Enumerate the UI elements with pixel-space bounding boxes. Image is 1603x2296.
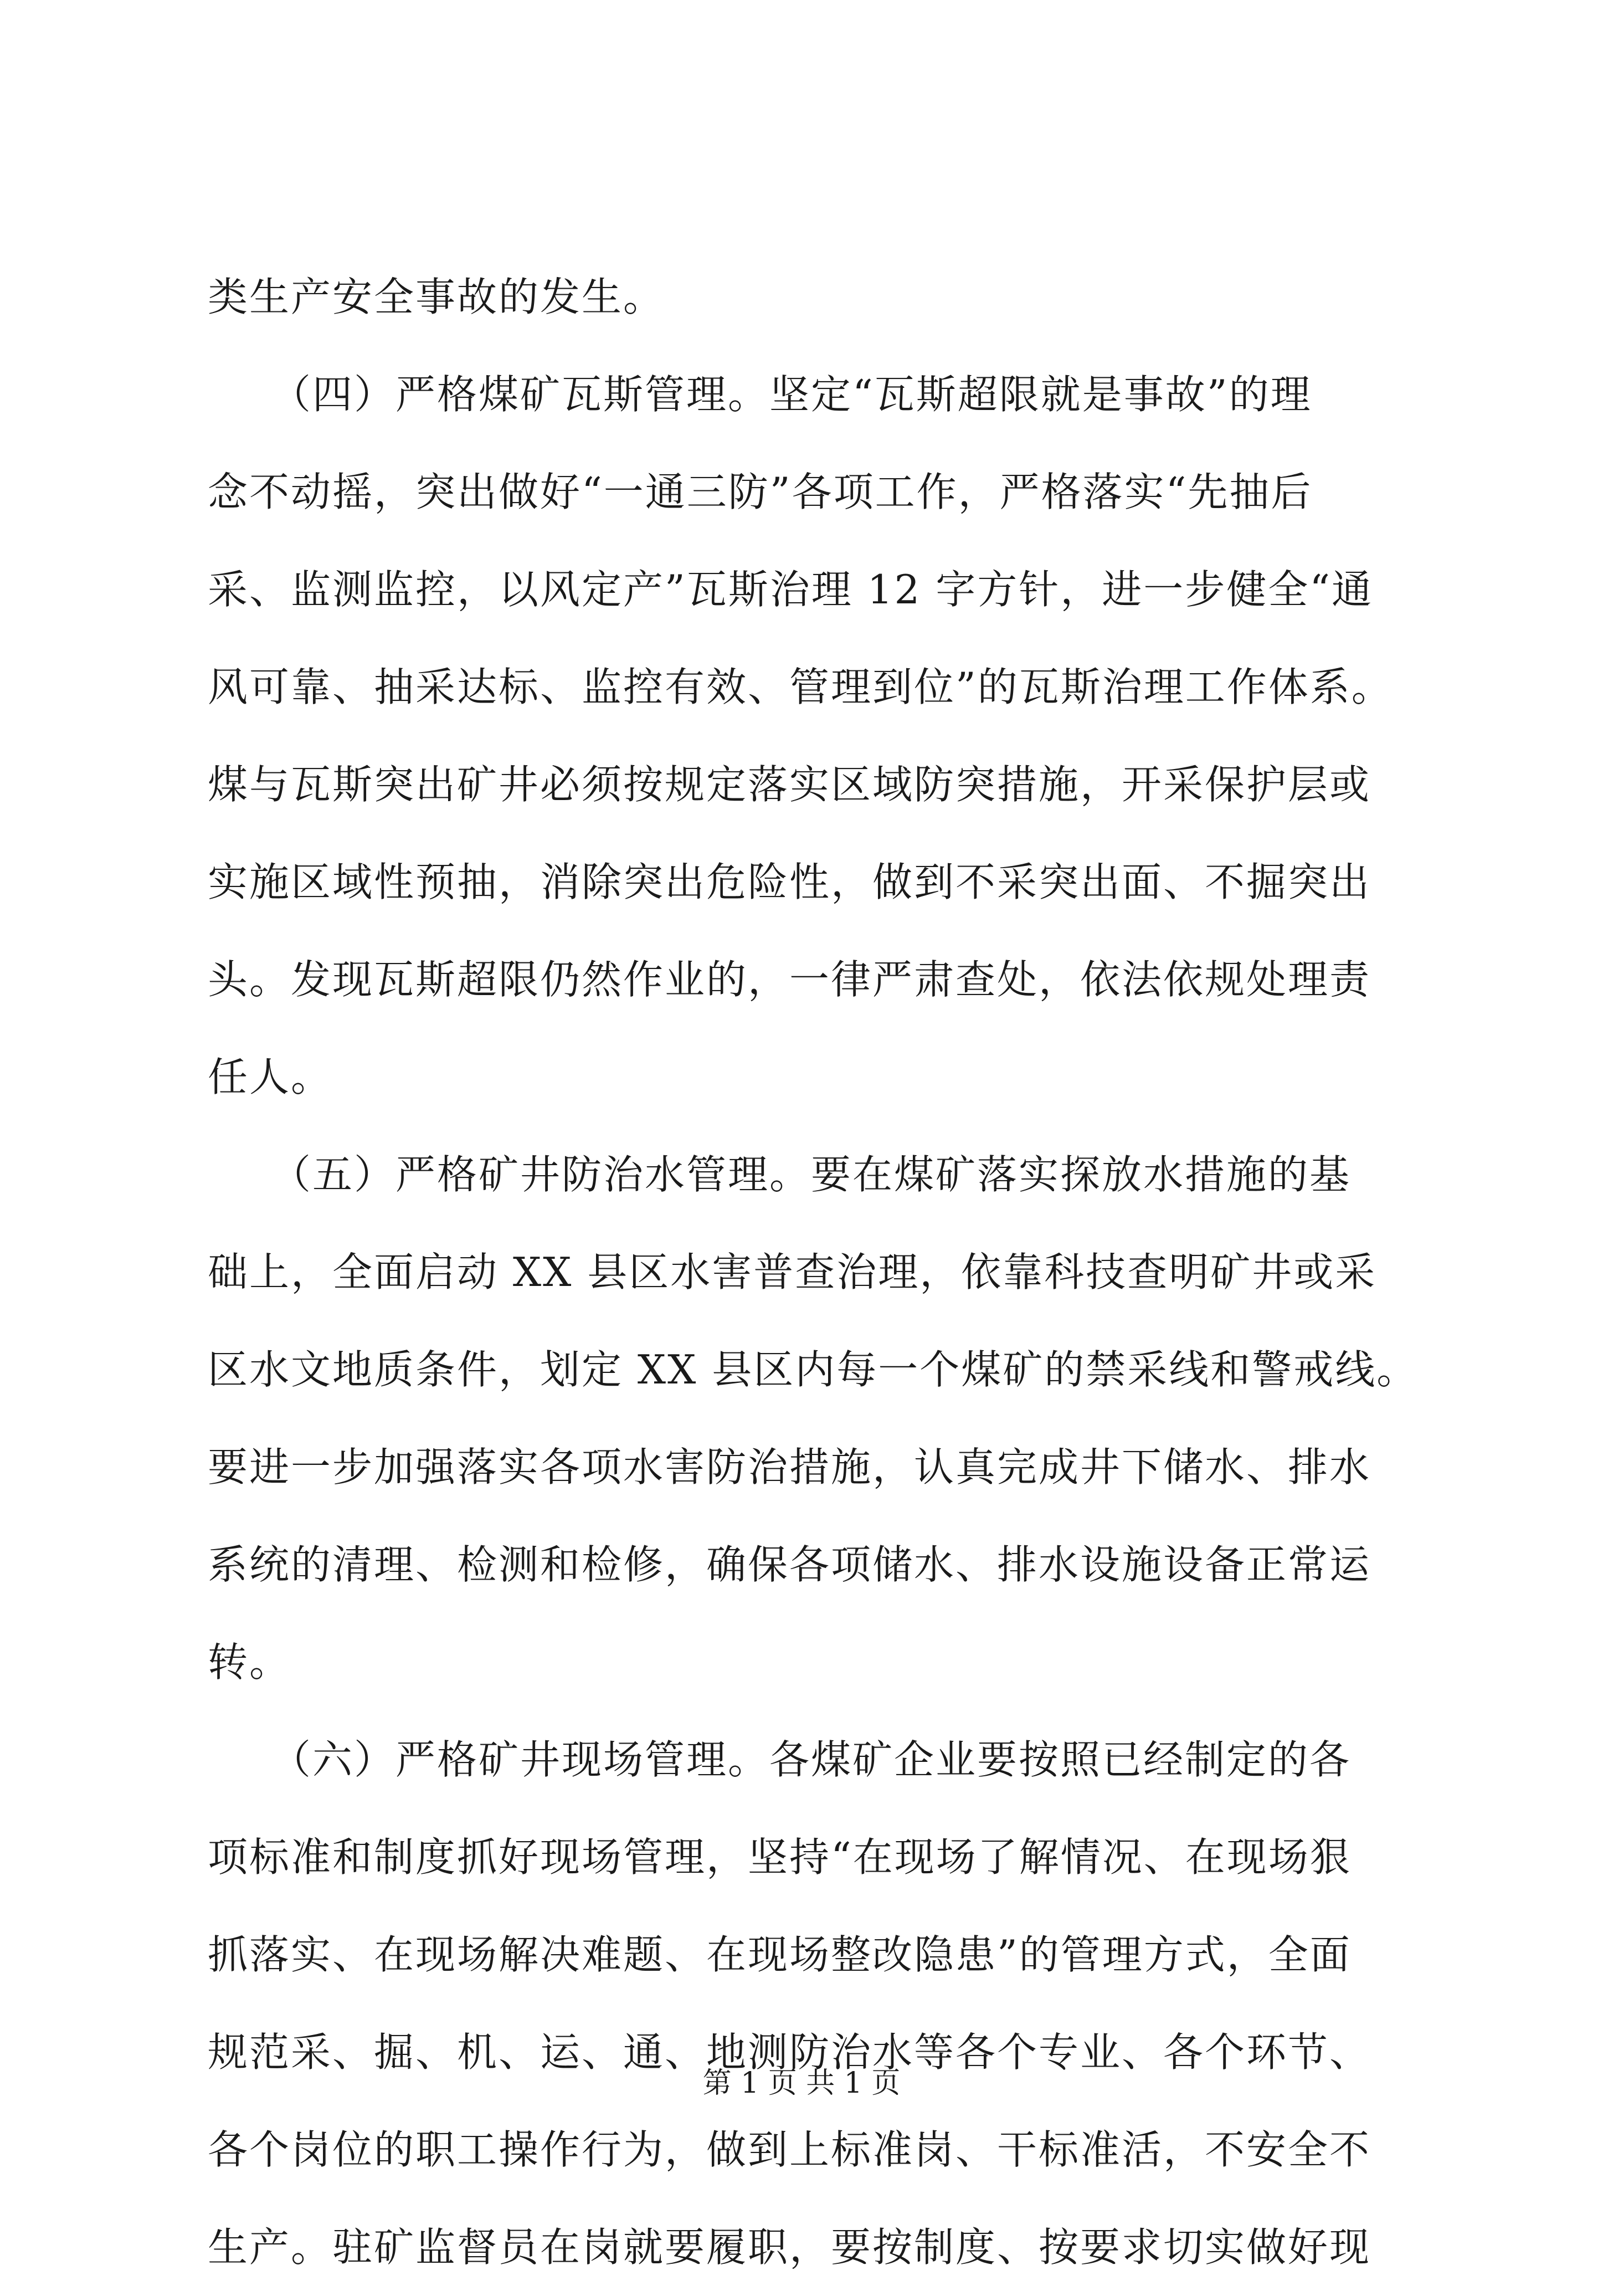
text-line: 生产。驻矿监督员在岗就要履职，要按制度、按要求切实做好现: [208, 2224, 1371, 2271]
text-line: （六）严格矿井现场管理。各煤矿企业要按照已经制定的各: [208, 1736, 1352, 1783]
text-line: 类生产安全事故的发生。: [208, 274, 665, 320]
text-line: 抓落实、在现场解决难题、在现场整改隐患”的管理方式，全面: [208, 1931, 1352, 1978]
text-line: 转。: [208, 1639, 291, 1685]
text-line: 区水文地质条件，划定 XX 县区内每一个煤矿的禁采线和警戒线。: [208, 1346, 1419, 1393]
text-line: 系统的清理、检测和检修，确保各项储水、排水设施设备正常运: [208, 1541, 1371, 1588]
text-line: 念不动摇，突出做好“一通三防”各项工作，严格落实“先抽后: [208, 469, 1313, 515]
text-line: 头。发现瓦斯超限仍然作业的，一律严肃查处，依法依规处理责: [208, 956, 1371, 1003]
text-line: （四）严格煤矿瓦斯管理。坚定“瓦斯超限就是事故”的理: [208, 371, 1312, 418]
text-line: 煤与瓦斯突出矿井必须按规定落实区域防突措施，开采保护层或: [208, 761, 1371, 808]
text-line: （五）严格矿井防治水管理。要在煤矿落实探放水措施的基: [208, 1151, 1352, 1198]
page-number-label: 第 1 页 共 1 页: [702, 2067, 901, 2100]
text-line: 采、监测监控，以风定产”瓦斯治理 12 字方针，进一步健全“通: [208, 566, 1374, 613]
text-line: 项标准和制度抓好现场管理，坚持“在现场了解情况、在现场狠: [208, 1834, 1352, 1880]
page-footer: [0, 2061, 1603, 2105]
text-line: 实施区域性预抽，消除突出危险性，做到不采突出面、不掘突出: [208, 859, 1371, 905]
text-line: 任人。: [208, 1054, 333, 1100]
text-line: 各个岗位的职工操作行为，做到上标准岗、干标准活，不安全不: [208, 2126, 1371, 2173]
text-line: 风可靠、抽采达标、监控有效、管理到位”的瓦斯治理工作体系。: [208, 664, 1393, 710]
document-body: [208, 248, 1419, 2296]
text-line: 础上，全面启动 XX 县区水害普查治理，依靠科技查明矿井或采: [208, 1249, 1377, 1295]
text-line: 要进一步加强落实各项水害防治措施，认真完成井下储水、排水: [208, 1444, 1371, 1490]
text-line: 规范采、掘、机、运、通、地测防治水等各个专业、各个环节、: [208, 2029, 1371, 2075]
